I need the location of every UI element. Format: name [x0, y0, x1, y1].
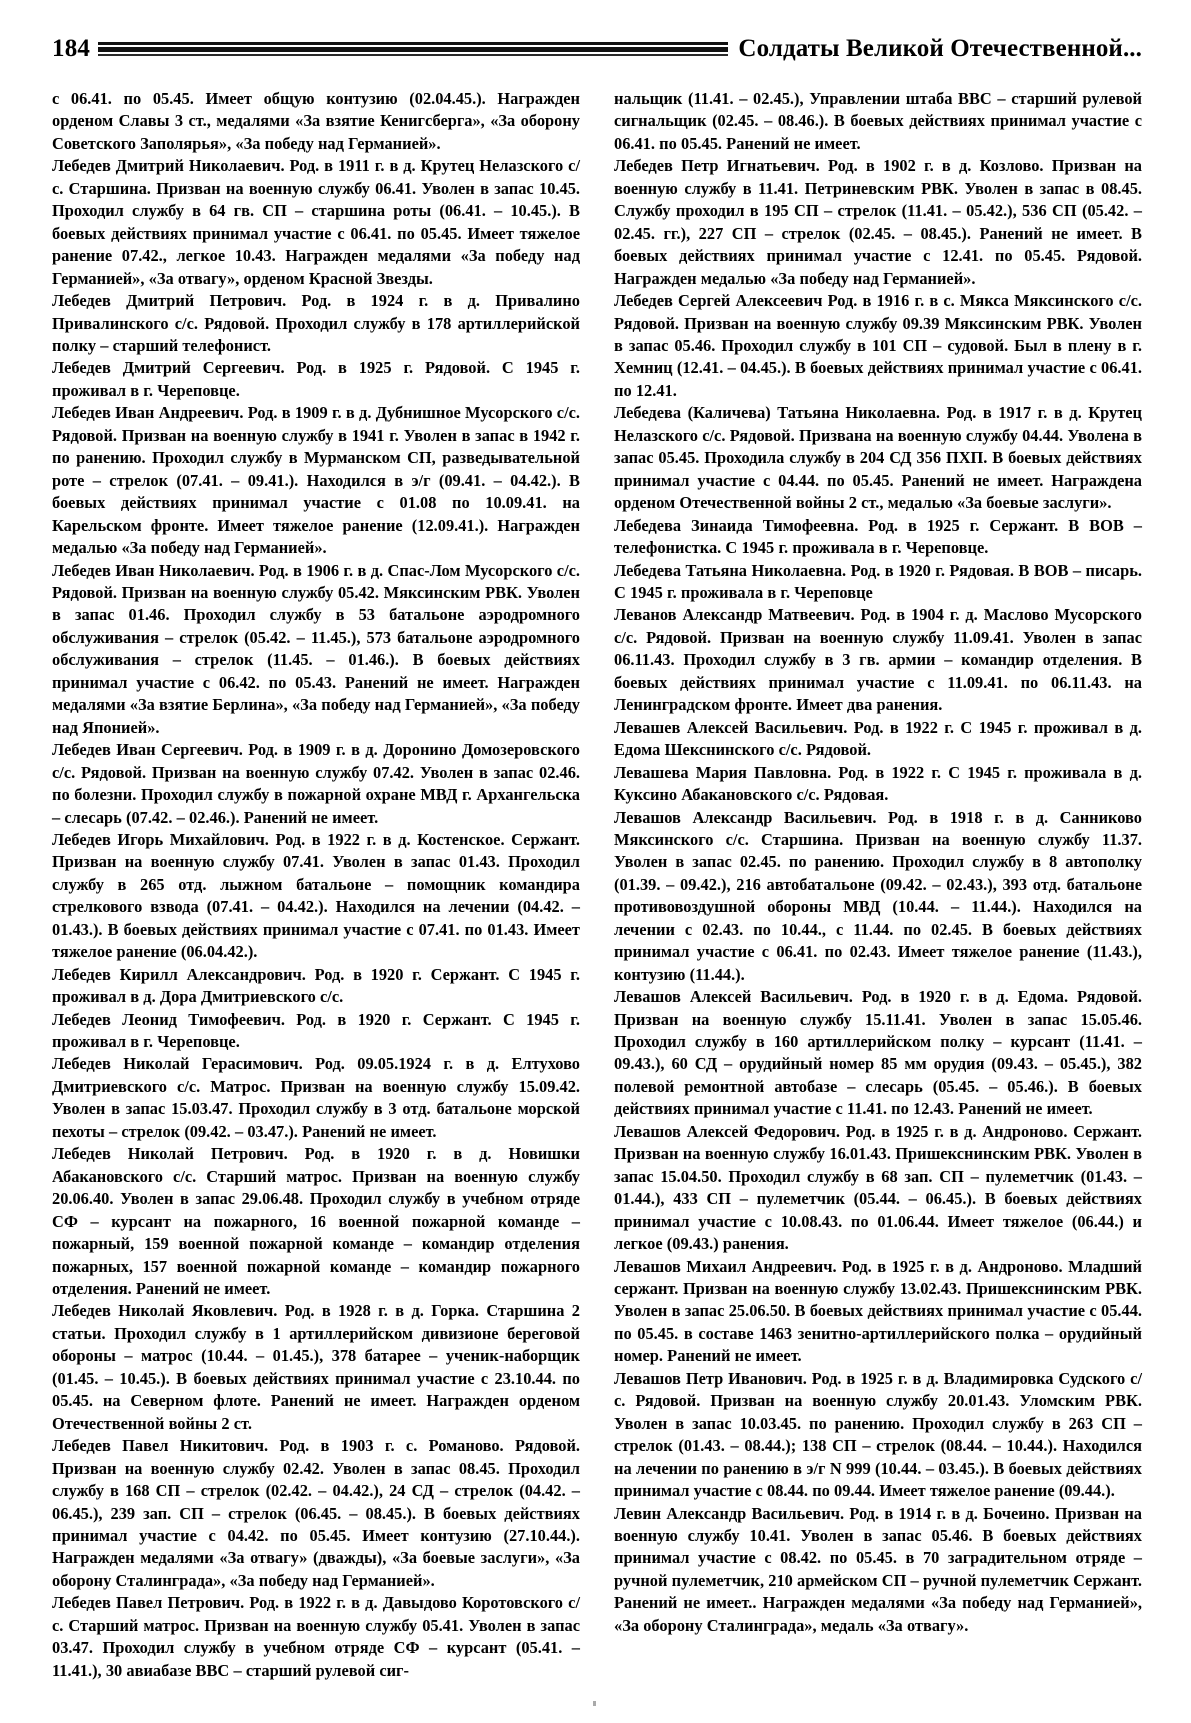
biography-entry: Лебедев Леонид Тимофеевич. Род. в 1920 г. Сержант. С 1945 г. проживал в г. Череповце.: [52, 1009, 580, 1052]
biography-entry: Левашов Александр Васильевич. Род. в 1918 г. в д. Санниково Мяксинского с/с. Старшина. Призван на военную службу 11.37. Уволен в запас 02.45. по ранению. Проходил службу в 8 автополку (01.39. – 09.42.), 216 автобатальоне (09.42. – 02.43.), 393 отд. батальоне противовоздушной обороны МВД (10.44. – 11.44.). Находился на лечении с 02.43. по 10.44., с 11.44. по 02.45. В боевых действиях принимал участие с 06.41. по 02.43. Имеет тяжелое ранение (11.43.), контузию (11.44.).: [614, 807, 1142, 984]
header-rule: [98, 42, 728, 57]
biography-entry: Лебедев Кирилл Александрович. Род. в 1920 г. Сержант. С 1945 г. проживал в д. Дора Дмитриевского с/с.: [52, 964, 580, 1007]
biography-entry: Лебедев Николай Яковлевич. Род. в 1928 г. в д. Горка. Старшина 2 статьи. Проходил службу в 1 артиллерийском дивизионе береговой обороны – матрос (10.44. – 01.45.), 378 батарее – ученик-наборщик (01.45. – 10.45.). В боевых действиях принимал участие с 23.10.44. по 05.45. на Северном флоте. Ранений не имеет. Награжден орденом Отечественной войны 2 ст.: [52, 1301, 580, 1433]
biography-entry: нальщик (11.41. – 02.45.), Управлении штаба ВВС – старший рулевой сигнальщик (02.45. – 08.46.). В боевых действиях принимал участие с 06.41. по 05.45. Ранений не имеет.: [614, 89, 1142, 153]
biography-entry: Лебедева (Каличева) Татьяна Николаевна. Род. в 1917 г. в д. Крутец Нелазского с/с. Рядовой. Призвана на военную службу 04.44. Уволена в запас 05.45. Проходила службу в 204 СД 356 ПХП. В боевых действиях принимал участие с 04.44. по 05.45. Ранений не имеет. Награждена орденом Отечественной войны 2 ст., медалью «За боевые заслуги».: [614, 403, 1142, 513]
biography-entry: Лебедев Дмитрий Сергеевич. Род. в 1925 г. Рядовой. С 1945 г. проживал в г. Череповце.: [52, 358, 580, 400]
scan-artifact: [593, 1701, 596, 1706]
biography-entry: Лебедев Игорь Михайлович. Род. в 1922 г. в д. Костенское. Сержант. Призван на военную службу 07.41. Уволен в запас 01.43. Проходил службу в 265 отд. лыжном батальоне – помощник командира стрелкового взвода (07.41. – 04.42.). Находился на лечении (04.42. – 01.43.). В боевых действиях принимал участие с 07.41. по 01.43. Имеет тяжелое ранение (06.04.42.).: [52, 829, 580, 962]
biography-entry: Лебедев Павел Никитович. Род. в 1903 г. с. Романово. Рядовой. Призван на военную службу 02.42. Уволен в запас 08.45. Проходил службу в 168 СП – стрелок (02.42. – 04.42.), 24 СД – стрелок (04.42. – 06.45.), 239 зап. СП – стрелок (06.45. – 08.45.). В боевых действиях принимал участие с 04.42. по 05.45. Имеет контузию (27.10.44.). Награжден медалями «За отвагу» (дважды), «За боевые заслуги», «За оборону Сталинграда», «За победу над Германией».: [52, 1436, 580, 1590]
biography-entry: Лебедев Сергей Алексеевич Род. в 1916 г. в с. Мякса Мяксинского с/с. Рядовой. Призван на военную службу 09.39 Мяксинским РВК. Уволен в запас 05.46. Проходил службу в 101 СП – судовой. Был в плену в г. Хемниц (12.41. – 04.45.). В боевых действиях принимал участие с 06.41. по 12.41.: [614, 291, 1142, 400]
biography-entry: Левин Александр Васильевич. Род. в 1914 г. в д. Бочеино. Призван на военную службу 10.41. Уволен в запас 05.46. В боевых действиях принимал участие с 08.42. по 05.45. в 70 заградительном отряде – ручной пулеметчик, 210 армейском СП – ручной пулеметчик Сержант. Ранений не имеет.. Награжден медалями «За победу над Германией», «За оборону Сталинграда», медаль «За отвагу».: [614, 1503, 1142, 1635]
book-title: Солдаты Великой Отечественной...: [738, 34, 1142, 62]
biography-entry: Лебедев Иван Андреевич. Род. в 1909 г. в д. Дубнишное Мусорского с/с. Рядовой. Призван на военную службу в 1941 г. Уволен в запас в 1942 г. по ранению. Проходил службу в Мурманском СП, разведывательной роте – стрелок (07.41. – 09.41.). Находился в э/г (09.41. – 04.42.). В боевых действиях принимал участие с 01.08 по 10.09.41. на Карельском фронте. Имеет тяжелое ранение (12.09.41.). Награжден медалью «За победу над Германией».: [52, 403, 580, 558]
biography-entry: Лебедев Павел Петрович. Род. в 1922 г. в д. Давыдово Коротовского с/с. Старший матрос. Призван на военную службу 05.41. Уволен в запас 03.47. Проходил службу в учебном отряде СФ – курсант (05.41. – 11.41.), 30 авиабазе ВВС – старший рулевой сиг-: [52, 1593, 580, 1680]
column-left: [52, 88, 580, 1680]
biography-entry: Левашева Мария Павловна. Род. в 1922 г. С 1945 г. проживала в д. Куксино Абакановского с/с. Рядовая.: [614, 762, 1142, 805]
biography-entry: Левашов Алексей Федорович. Род. в 1925 г. в д. Андроново. Сержант. Призван на военную службу 16.01.43. Пришекснинским РВК. Уволен в запас 15.04.50. Проходил службу в 68 зап. СП – пулеметчик (01.43. – 01.44.), 433 СП – пулеметчик (05.44. – 06.45.). В боевых действиях принимал участие с 10.08.43. по 01.06.44. Имеет тяжелое (06.44.) и легкое (09.43.) ранения.: [614, 1121, 1142, 1254]
biography-entry: Лебедев Иван Сергеевич. Род. в 1909 г. в д. Доронино Домозеровского с/с. Рядовой. Призван на военную службу 07.42. Уволен в запас 02.46. по болезни. Проходил службу в пожарной охране МВД г. Архангельска – слесарь (07.42. – 02.46.). Ранений не имеет.: [52, 740, 580, 827]
biography-entry: Лебедев Иван Николаевич. Род. в 1906 г. в д. Спас-Лом Мусорского с/с. Рядовой. Призван на военную службу 05.42. Мяксинским РВК. Уволен в запас 01.46. Проходил службу в 53 батальоне аэродромного обслуживания – стрелок (05.42. – 11.45.), 573 батальоне аэродромного обслуживания – стрелок (11.45. – 01.46.). В боевых действиях принимал участие с 06.42. по 05.43. Ранений не имеет. Награжден медалями «За взятие Берлина», «За победу над Германией», «За победу над Японией».: [52, 560, 580, 737]
biography-entry: Лебедев Николай Герасимович. Род. 09.05.1924 г. в д. Елтухово Дмитриевского с/с. Матрос. Призван на военную службу 15.09.42. Уволен в запас 15.03.47. Проходил службу в 3 отд. батальоне морской пехоты – стрелок (09.42. – 03.47.). Ранений не имеет.: [52, 1054, 580, 1141]
biography-entry: Лебедев Николай Петрович. Род. в 1920 г. в д. Новишки Абакановского с/с. Старший матрос. Призван на военную службу 20.06.40. Уволен в запас 29.06.48. Проходил службу в учебном отряде СФ – курсант на пожарного, 16 военной пожарной команде – пожарный, 159 военной пожарной команде – командир отделения пожарных, 157 военной пожарной команде – командир пожарного отделения. Ранений не имеет.: [52, 1144, 580, 1299]
biography-entry: Лебедев Дмитрий Петрович. Род. в 1924 г. в д. Привалино Привалинского с/с. Рядовой. Проходил службу в 178 артиллерийской полку – старший телефонист.: [52, 291, 580, 355]
biography-entry: Левашев Алексей Васильевич. Род. в 1922 г. С 1945 г. проживал в д. Едома Шекснинского с/с. Рядовой.: [614, 717, 1142, 760]
biography-entry: Леванов Александр Матвеевич. Род. в 1904 г. д. Маслово Мусорского с/с. Рядовой. Призван на военную службу 11.09.41. Уволен в запас 06.11.43. Проходил службу в 3 гв. армии – командир отделения. В боевых действиях принимал участие с 11.09.41. по 06.11.43. на Ленинградском фронте. Имеет два ранения.: [614, 605, 1142, 715]
biography-entry: Лебедев Дмитрий Николаевич. Род. в 1911 г. в д. Крутец Нелазского с/с. Старшина. Призван на военную службу 06.41. Уволен в запас 10.45. Проходил службу в 64 гв. СП – старшина роты (06.41. – 10.45.). В боевых действиях принимал участие с 06.41. по 05.45. Имеет тяжелое ранение 07.42., легкое 10.43. Награжден медалями «За победу над Германией», «За отвагу», орденом Красной Звезды.: [52, 156, 580, 288]
biography-entry: Левашов Михаил Андреевич. Род. в 1925 г. в д. Андроново. Младший сержант. Призван на военную службу 13.02.43. Пришекснинским РВК. Уволен в запас 25.06.50. В боевых действиях принимал участие с 05.44. по 05.45. в составе 1463 зенитно-артиллерийского полка – орудийный номер. Ранений не имеет.: [614, 1256, 1142, 1366]
biography-entry: Лебедев Петр Игнатьевич. Род. в 1902 г. в д. Козлово. Призван на военную службу в 11.41. Петриневским РВК. Уволен в запас в 08.45. Службу проходил в 195 СП – стрелок (11.41. – 05.42.), 536 СП (05.42. – 02.45. гг.), 227 СП – стрелок (02.45. – 08.45.). Ранений не имеет. В боевых действиях принимал участие с 12.41. по 05.45. Рядовой. Награжден медалью «За победу над Германией».: [614, 156, 1142, 288]
page-number: 184: [52, 34, 91, 62]
biography-entry: Левашов Петр Иванович. Род. в 1925 г. в д. Владимировка Судского с/с. Рядовой. Призван на военную службу 20.01.43. Уломским РВК. Уволен в запас 10.03.45. по ранению. Проходил службу в 263 СП – стрелок (01.43. – 08.44.); 138 СП – стрелок (08.44. – 10.44.). Находился на лечении по ранению в э/г N 999 (10.44. – 03.45.). В боевых действиях принимал участие с 08.44. по 09.44. Имеет тяжелое ранение (09.44.).: [614, 1368, 1142, 1501]
biography-entry: Левашов Алексей Васильевич. Род. в 1920 г. в д. Едома. Рядовой. Призван на военную службу 15.11.41. Уволен в запас 15.05.46. Проходил службу в 160 артиллерийском полку – курсант (11.41. – 09.43.), 60 СД – орудийный номер 85 мм орудия (09.43. – 05.45.), 382 полевой ремонтной автобазе – слесарь (05.45. – 05.46.). В боевых действиях принимал участие с 11.41. по 12.43. Ранений не имеет.: [614, 987, 1142, 1119]
biography-entry: Лебедева Татьяна Николаевна. Род. в 1920 г. Рядовая. В ВОВ – писарь. С 1945 г. проживала в г. Череповце: [614, 560, 1142, 602]
biography-entry: с 06.41. по 05.45. Имеет общую контузию (02.04.45.). Награжден орденом Славы 3 ст., медалями «За взятие Кенигсберга», «За оборону Советского Заполярья», «За победу над Германией».: [52, 89, 580, 153]
body-columns: [52, 88, 1142, 1680]
column-right: [614, 88, 1142, 1633]
running-head: [52, 26, 1142, 70]
biography-entry: Лебедева Зинаида Тимофеевна. Род. в 1925 г. Сержант. В ВОВ – телефонистка. С 1945 г. проживала в г. Череповце.: [614, 515, 1142, 558]
